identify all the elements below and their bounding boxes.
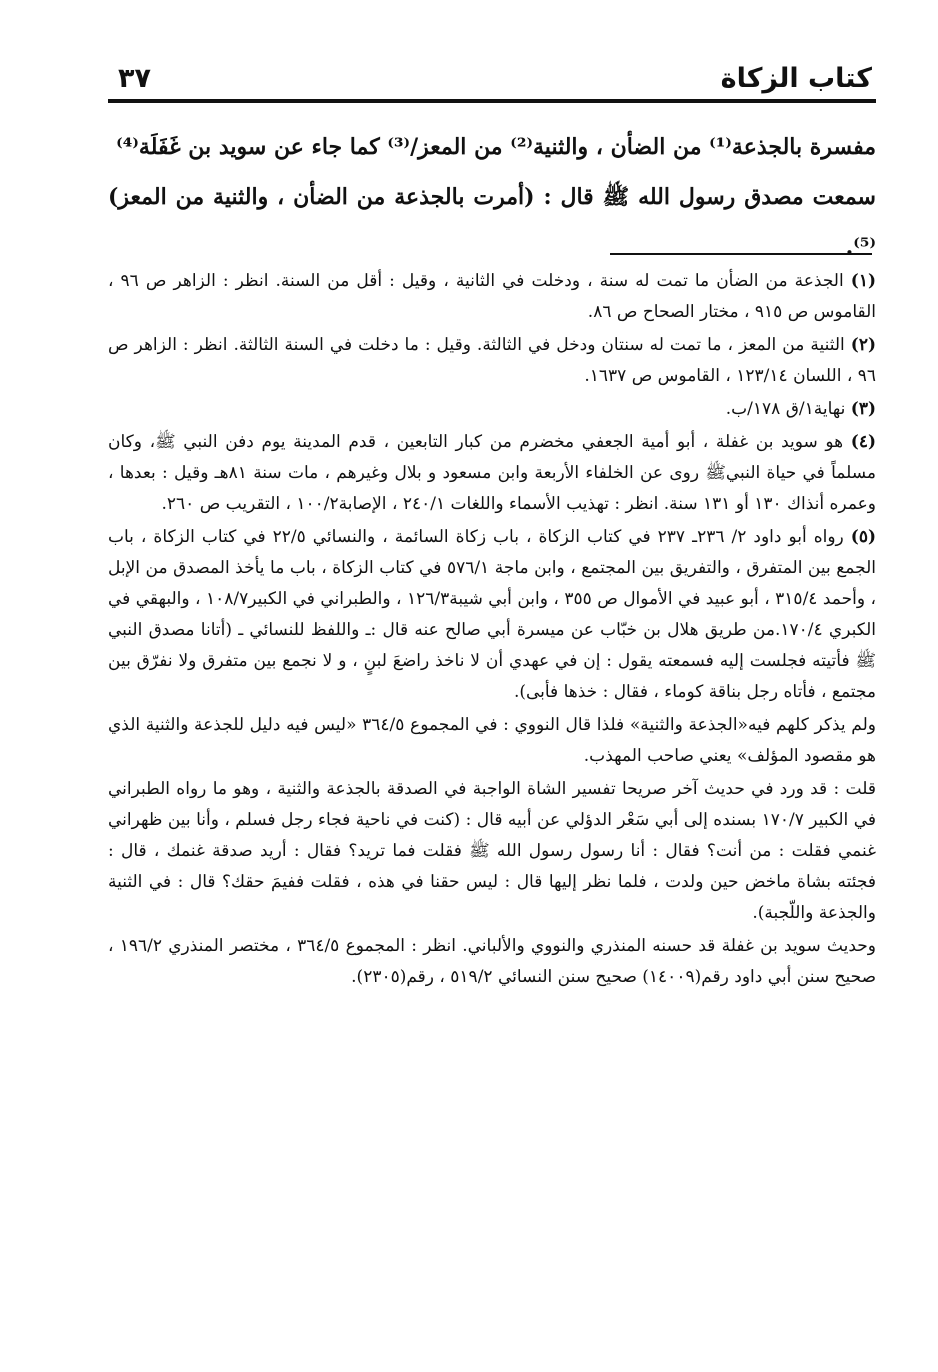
footnotes [108,266,876,995]
footnote-continuation: قلت : قد ورد في حديث آخر صريحا تفسير الشاة الواجبة في الصدقة بالجذعة والثنية ، وهو ما رواه الطبراني في الكبير ١٧٠/٧ بسنده إلى أبي سَعْر الدؤلي عن أبيه قال : (كنت في ناحية فجاء رجل فسلم ، وأنا بين ظهراني غنمي فقلت : من أنت؟ فقال : أنا رسول رسول الله ﷺ فقلت فما تريد؟ فقال : أريد صدقة غنمك ، قال : فجئته بشاة ماخض حين ولدت ، فلما نظر إليها قال : ليس حقنا في هذه ، فقلت ففيمَ حقك؟ قال : في الثنية والجذعة واللّجبة). [108,779,876,923]
main-line: سمعت مصدق رسول الله ﷺ قال : (أمرت بالجذعة من الضأن ، والثنية من المعز)⁽⁵⁾. [108,184,876,260]
footnote-4 [108,427,876,520]
footnote-number: (٥) [850,527,877,547]
footnote-text: رواه أبو داود ٢/ ٢٣٦ـ ٢٣٧ في كتاب الزكاة ، باب زكاة السائمة ، والنسائي ٢٢/٥ في كتاب الزكاة ، باب الجمع بين المتفرق ، والتفريق بين المجتمع ، وابن ماجة ٥٧٦/١ في كتاب الزكاة ، باب ما يأخذ المصدق من الإبل ، وأحمد ٣١٥/٤ ، أبو عبيد في الأموال ص ٣٥٥ ، وابن أبي شيبة١٢٦/٣ ، والطبراني في الكبير١٠٨/٧ ، والبهقي في الكبري ١٧٠/٤.من طريق هلال بن خبّاب عن ميسرة أبي صالح عنه قال :ـ واللفظ للنسائي ـ (أتانا مصدق النبي ﷺ فأتيته فجلست إليه فسمعته يقول : إن في عهدي أن لا ناخذ راضعَ لبنٍ ، و لا نجمع بين متفرق ولا نفرّق بين مجتمع ، فأتاه رجل بناقة كوماء ، فقال : خذها فأبى). [108,527,877,702]
footnote-continuation: وحديث سويد بن غفلة قد حسنه المنذري والنووي والألباني. انظر : المجموع ٣٦٤/٥ ، مختصر المنذري ١٩٦/٢ ، صحيح سنن أبي داود رقم(١٤٠٠٩) صحيح سنن النسائي ٥١٩/٢ ، رقم(٢٣٠٥). [108,936,877,987]
chapter-title: كتاب الزكاة [720,63,872,94]
footnote-3 [108,394,876,425]
page-number: ٣٧ [118,63,151,94]
footnote-number: (٤) [850,432,876,452]
footnote-number: (١) [850,271,877,291]
main-text [108,122,876,272]
footnote-5 [108,522,876,708]
footnote-text: الثنية من المعز ، ما تمت له سنتان ودخل في الثالثة. وقيل : ما دخلت في السنة الثالثة. انظر : الزاهر ص ٩٦ ، اللسان ١٢٣/١٤ ، القاموس ص ١٦٣٧. [108,335,876,386]
footnote-text: نهاية١/ق ١٧٨/ب. [725,399,846,419]
header-rule [108,99,876,103]
footnote-continuation: ولم يذكر كلهم فيه«الجذعة والثنية» فلذا قال النووي : في المجموع ٣٦٤/٥ «ليس فيه دليل للجذعة والثنية الذي هو مقصود المؤلف» يعني صاحب المهذب. [108,715,876,766]
footnote-1 [108,266,876,328]
footnote-2 [108,330,876,392]
footnote-text: الجذعة من الضأن ما تمت له سنة ، ودخلت في الثانية ، وقيل : أقل من السنة. انظر : الزاهر ص ٩٦ ، القاموس ص ٩١٥ ، مختار الصحاح ص ٨٦. [108,271,876,322]
footnote-text: هو سويد بن غفلة ، أبو أمية الجعفي مخضرم من كبار التابعين ، قدم المدينة يوم دفن النبي ﷺ، وكان مسلماً في حياة النبيﷺ روى عن الخلفاء الأربعة وابن مسعود و بلال وغيرهم ، مات سنة ٨١هـ وقيل : بعدها ، وعمره أنذاك ١٣٠ أو ١٣١ سنة. انظر : تهذيب الأسماء واللغات ٢٤٠/١ ، الإصابة١٠٠/٢ ، التقريب ص ٢٦٠. [108,432,876,514]
page-header [112,62,872,96]
footnote-number: (٣) [850,399,876,419]
footnote-number: (٢) [850,335,877,355]
main-line: مفسرة بالجذعة⁽¹⁾ من الضأن ، والثنية⁽²⁾ من المعز/⁽³⁾ كما جاء عن سويد بن غَفَلَة⁽⁴⁾ [116,134,876,160]
footnote-separator [610,253,872,255]
